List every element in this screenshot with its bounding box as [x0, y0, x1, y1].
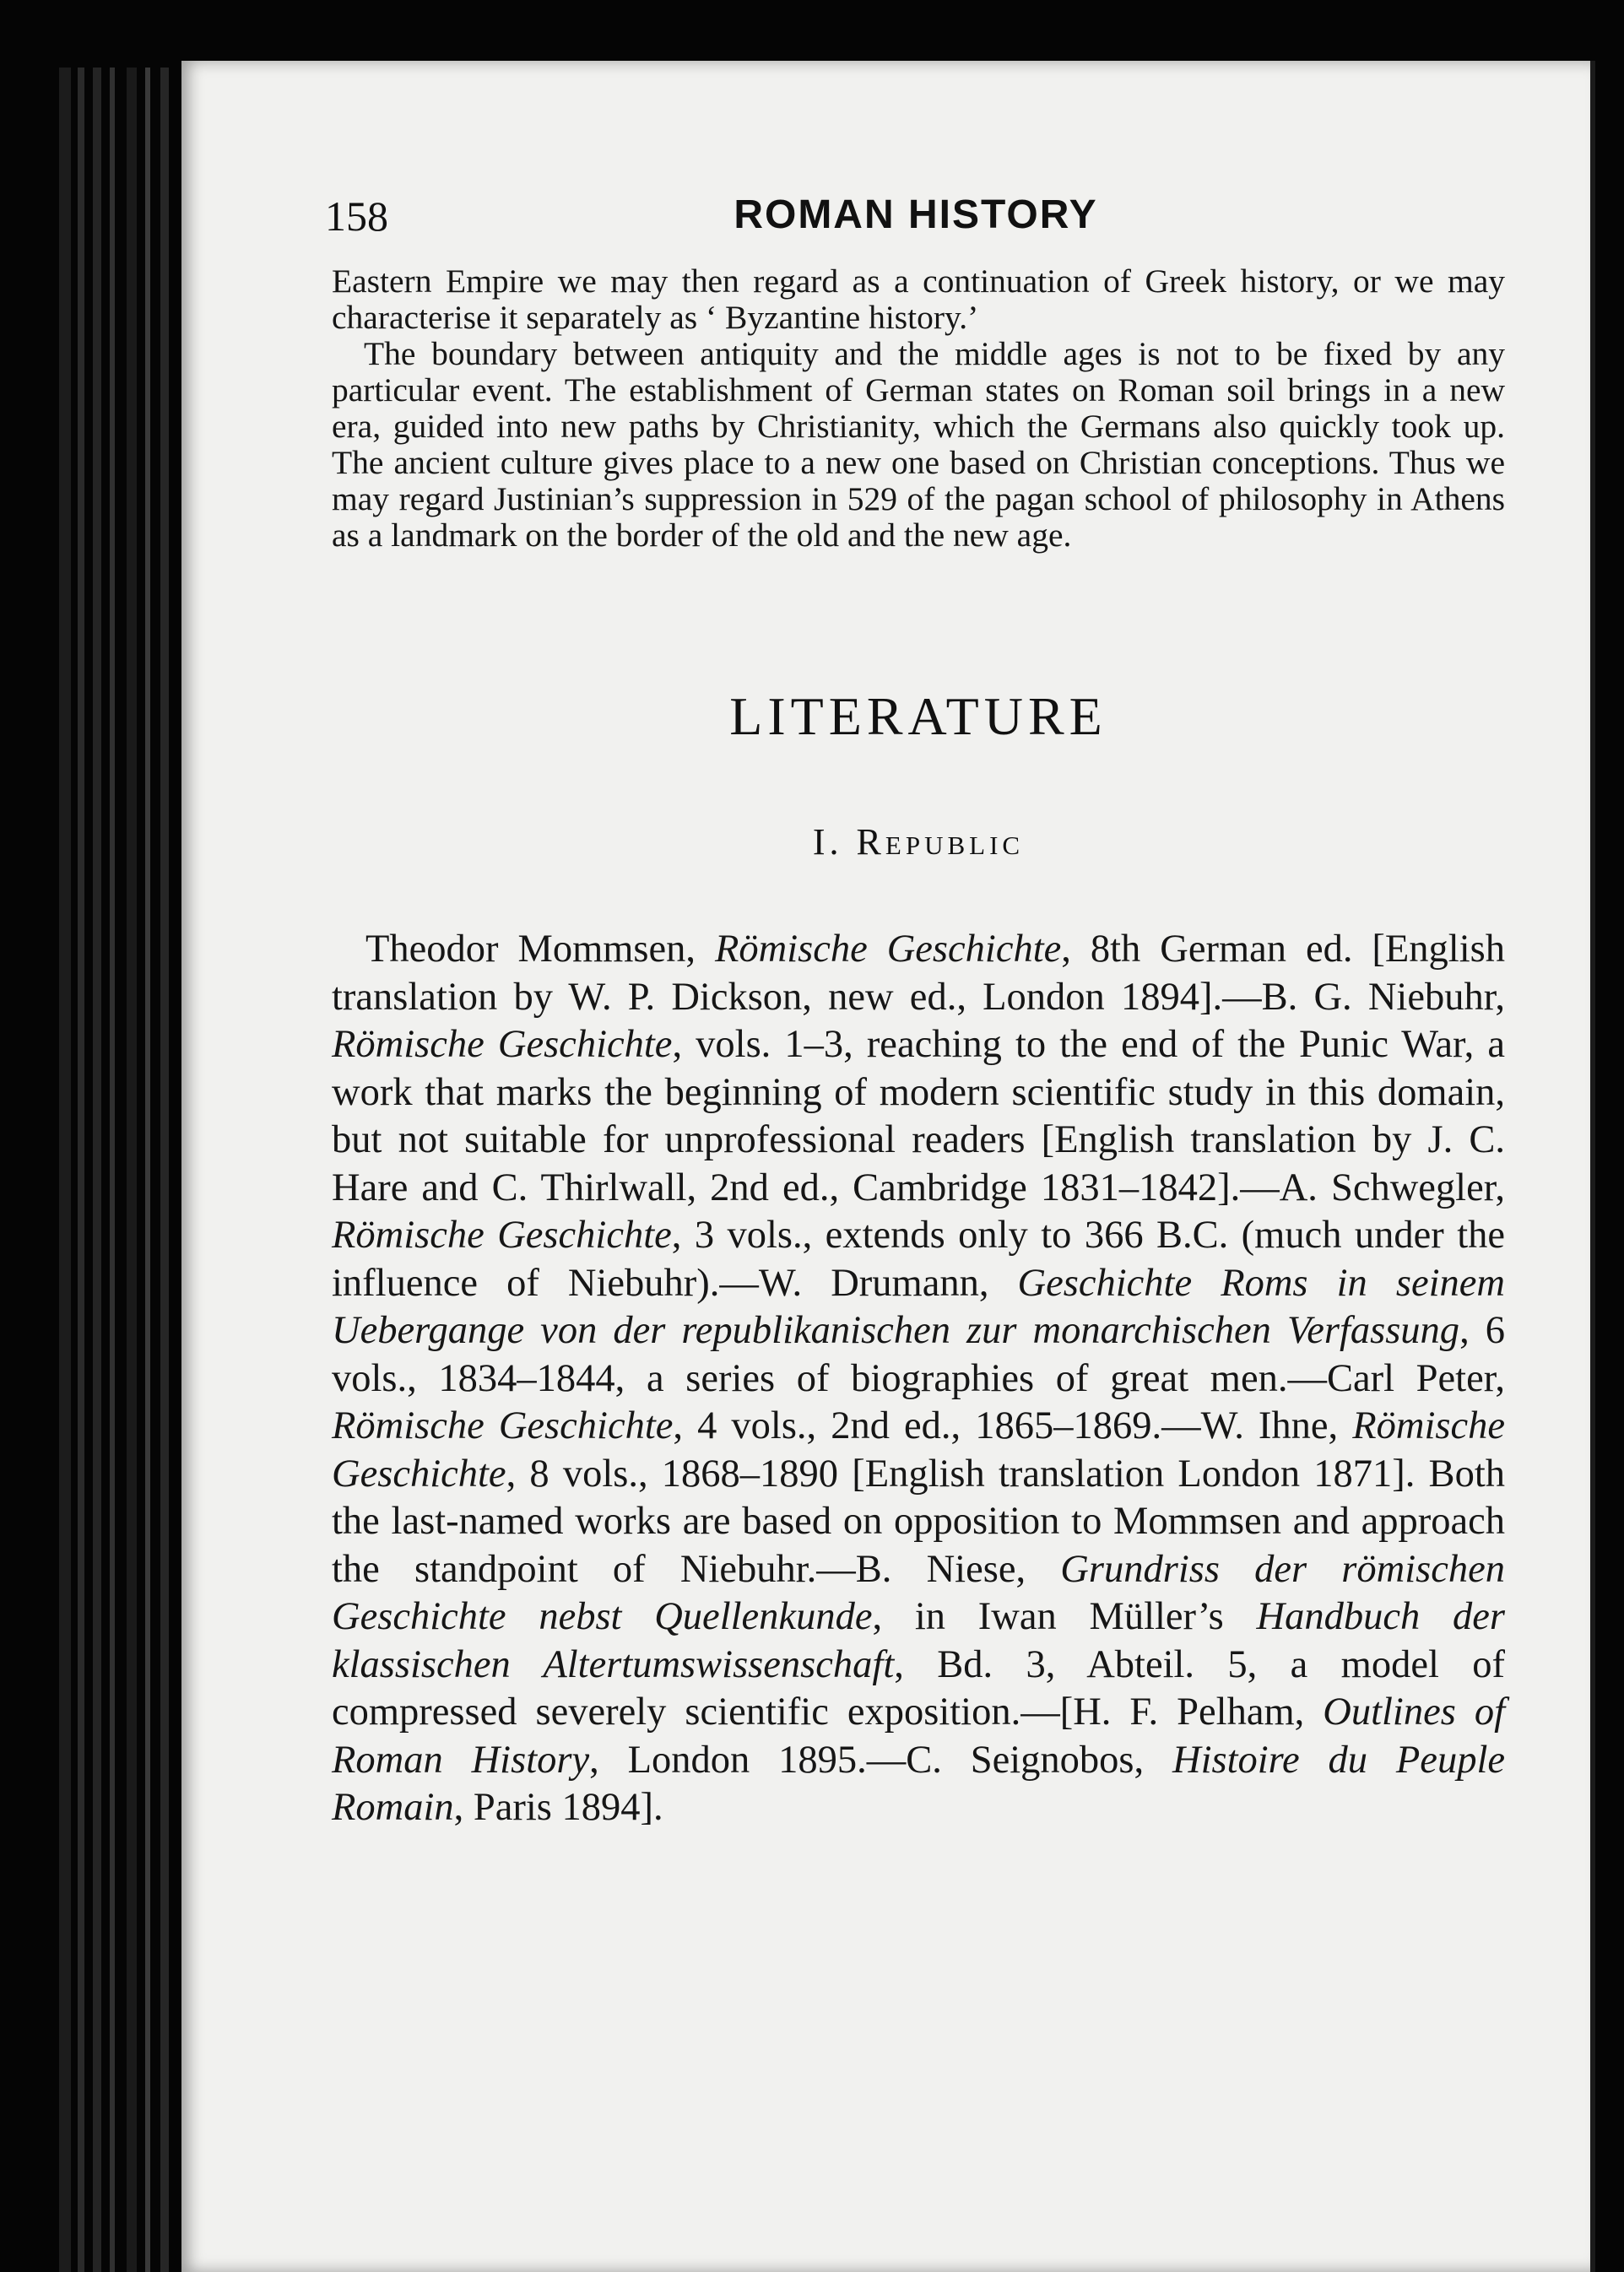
- binding-edge: [145, 68, 150, 2272]
- bibliography: [332, 926, 1505, 1832]
- bibliography-text-run: , 6 vols., 1834–1844, a series of biographies of great men.—Carl Peter,: [332, 1309, 1505, 1400]
- binding-edge: [160, 68, 169, 2272]
- bibliography-paragraph: [332, 926, 1505, 1832]
- bibliography-text-run: , vols. 1–3, reaching to the end of the Punic War, a work that marks the beginning of modern scientific study in this domain, but not suitable for unprofessional readers [English translation by J. C. Hare and C. Thirlwall, 2nd ed., Cambridge 1831–1842].—A. Schwegler,: [332, 1023, 1505, 1209]
- subsection-heading-republic: I. Republic: [812, 821, 1025, 863]
- intro-paragraph: The boundary between antiquity and the middle ages is not to be fixed by any particular event. The establishment of German states on Roman soil brings in a new era, guided into new paths by Christianity, which the Germans also quickly took up. The ancient culture gives place to a new one based on Christian conceptions. Thus we may regard Justinian’s suppression in 529 of the pagan school of philosophy in Athens as a landmark on the border of the old and the new age.: [332, 335, 1505, 554]
- bibliography-title-italic: Handbuch der klassischen Altertumswissenschaft: [332, 1595, 1505, 1686]
- bibliography-title-italic: Römische Geschichte: [714, 928, 1062, 971]
- binding-edge: [59, 68, 71, 2272]
- bibliography-title-italic: Histoire du Peuple Romain: [332, 1738, 1505, 1829]
- page-right-border: [1590, 61, 1595, 2272]
- page-number: 158: [325, 192, 388, 240]
- binding-edge: [78, 68, 84, 2272]
- bibliography-text-run: Theodor Mommsen,: [365, 928, 715, 971]
- bibliography-title-italic: Römische Geschichte: [332, 1214, 672, 1257]
- binding-edge: [93, 68, 101, 2272]
- book-page: [181, 61, 1595, 2272]
- bibliography-title-italic: Römische Geschichte: [332, 1404, 674, 1447]
- bibliography-text-run: , in Iwan Müller’s: [872, 1595, 1257, 1638]
- binding-edge: [127, 68, 137, 2272]
- bibliography-text-run: , London 1895.—C. Seignobos,: [589, 1738, 1172, 1782]
- bibliography-text-run: , Bd. 3, Abteil. 5, a model of compressed severely scientific exposition.—[H. F. Pelham,: [332, 1642, 1506, 1734]
- bibliography-text-run: , 8th German ed. [English translation by W. P. Dickson, new ed., London 1894].—B. G. Niebuhr,: [332, 928, 1505, 1019]
- running-head: [325, 192, 1507, 259]
- bibliography-title-italic: Römische Geschichte: [332, 1404, 1505, 1496]
- intro-text: [332, 263, 1505, 554]
- intro-paragraph: Eastern Empire we may then regard as a continuation of Greek history, or we may characterise it separately as ‘ Byzantine history.’: [332, 262, 1505, 336]
- bibliography-title-italic: Grundriss der römischen Geschichte nebst Quellenkunde: [332, 1547, 1506, 1638]
- bibliography-text-run: , 4 vols., 2nd ed., 1865–1869.—W. Ihne,: [673, 1404, 1353, 1447]
- binding-edge: [110, 68, 115, 2272]
- bibliography-title-italic: Geschichte Roms in seinem Uebergange von der republikanischen zur monarchischen Verfassung: [332, 1261, 1505, 1352]
- section-heading-literature: LITERATURE: [729, 686, 1107, 746]
- running-title: ROMAN HISTORY: [734, 192, 1098, 237]
- bibliography-title-italic: Römische Geschichte: [332, 1023, 673, 1066]
- bibliography-text-run: , Paris 1894].: [453, 1786, 663, 1829]
- bibliography-text-run: , 3 vols., extends only to 366 B.C. (much under the influence of Niebuhr).—W. Drumann,: [332, 1214, 1505, 1305]
- bibliography-title-italic: Outlines of Roman History: [332, 1690, 1505, 1782]
- bibliography-text-run: , 8 vols., 1868–1890 [English translation London 1871]. Both the last-named works are based on opposition to Mommsen and approach the standpoint of Niebuhr.—B. Niese,: [332, 1452, 1505, 1591]
